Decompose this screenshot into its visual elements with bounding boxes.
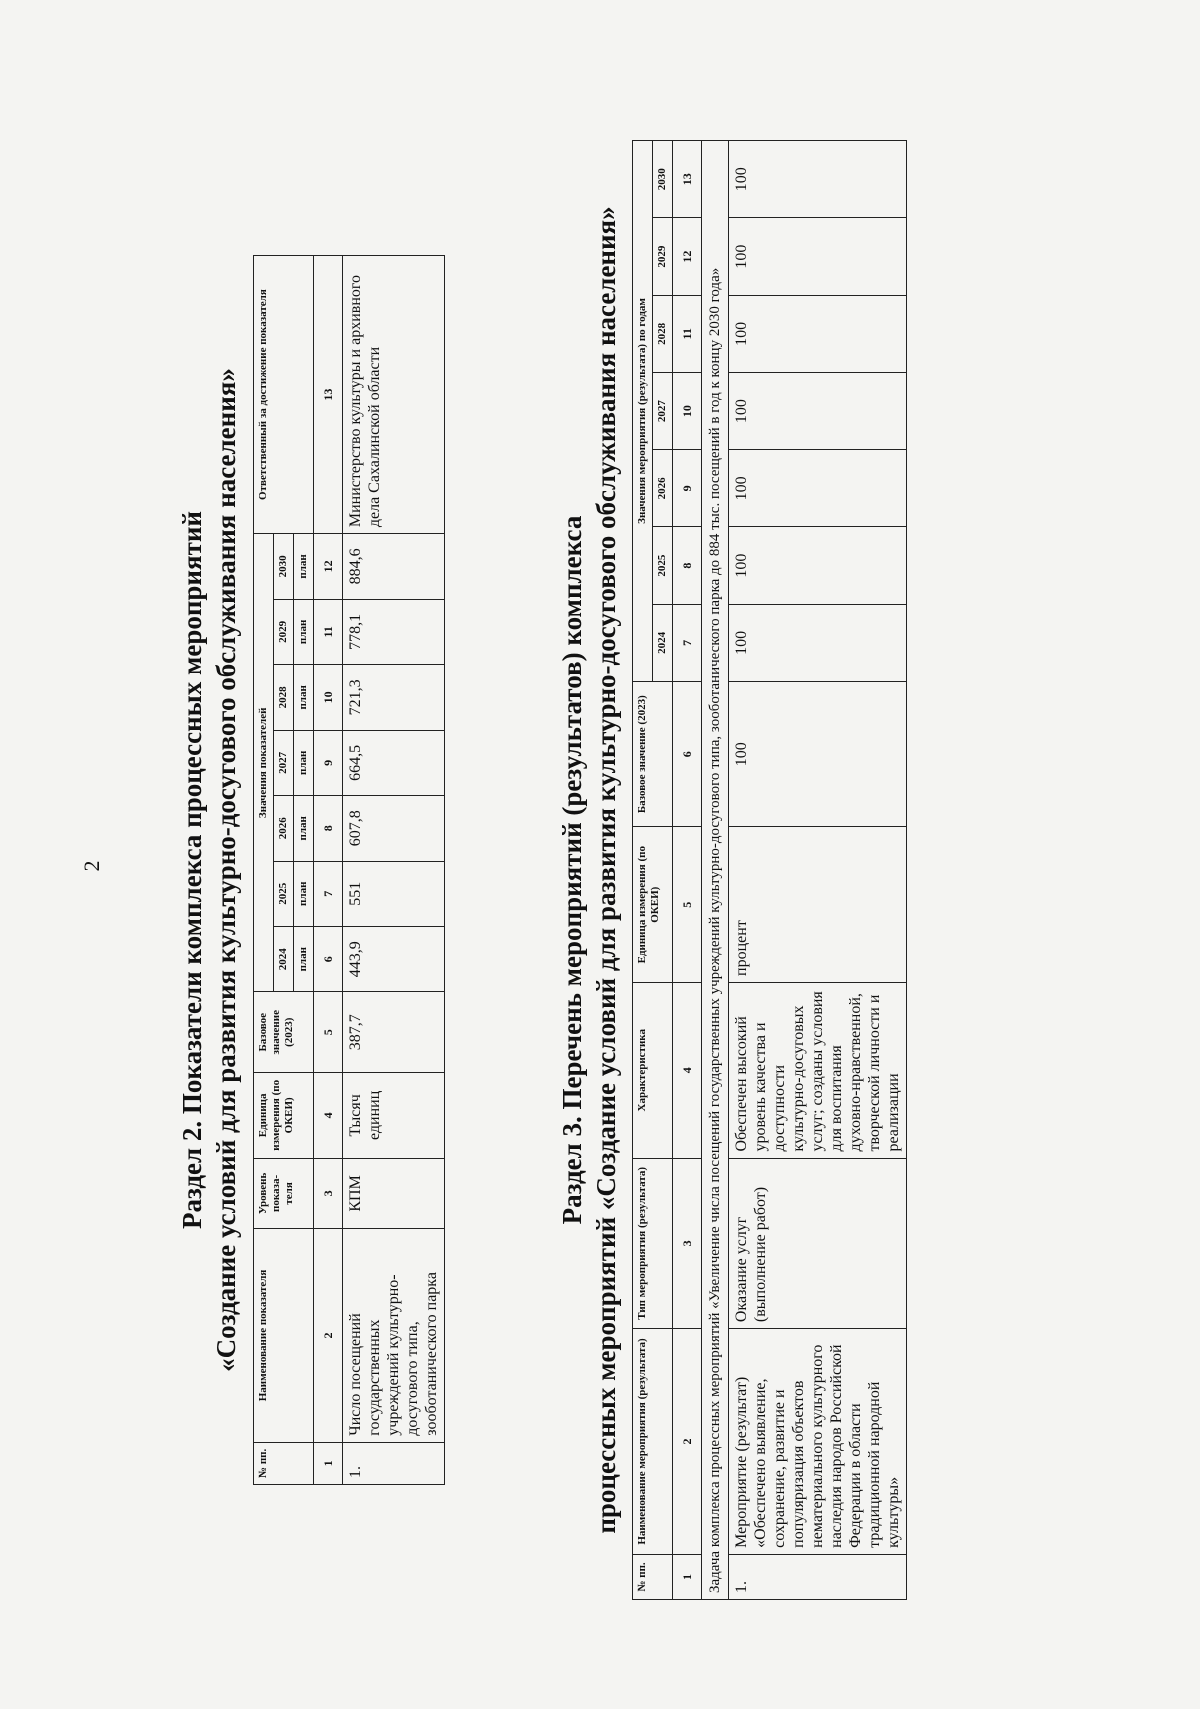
plan-label: план <box>294 730 314 795</box>
value-2030: 884,6 <box>343 534 445 599</box>
value-2029: 778,1 <box>343 599 445 664</box>
header-name: Наименование показателя <box>254 1229 314 1443</box>
header-name: Наименование мероприятия (результата) <box>633 1329 673 1555</box>
header-values: Значения показателей <box>254 534 274 992</box>
header-characteristic: Характеристика <box>633 982 673 1158</box>
col-number: 8 <box>673 527 702 604</box>
section2-indicators-table <box>253 255 445 1485</box>
plan-label: план <box>294 926 314 991</box>
value-2027: 100 <box>729 372 907 449</box>
col-number: 6 <box>673 681 702 826</box>
col-number: 3 <box>673 1158 702 1329</box>
section3-title <box>555 100 623 1640</box>
col-number: 1 <box>673 1554 702 1599</box>
value-2025: 100 <box>729 527 907 604</box>
indicator-level: КПМ <box>343 1158 445 1229</box>
section3-title-line2: процессных мероприятий «Создание условий для развития культурно-досугового обслуживания населения» <box>591 206 621 1534</box>
col-number: 9 <box>673 450 702 527</box>
col-number: 7 <box>314 861 343 926</box>
plan-label: план <box>294 861 314 926</box>
col-number: 2 <box>673 1329 702 1555</box>
header-base: Базовое значение (2023) <box>633 681 673 826</box>
row-num: 1. <box>343 1442 445 1484</box>
header-level: Уровень показа-теля <box>254 1158 314 1229</box>
section3-measures-table <box>632 140 907 1600</box>
year-2025: 2025 <box>274 861 294 926</box>
col-number: 4 <box>673 982 702 1158</box>
header-unit: Единица измерения (по ОКЕИ) <box>254 1073 314 1159</box>
plan-label: план <box>294 599 314 664</box>
table-row <box>729 141 907 1600</box>
value-2025: 551 <box>343 861 445 926</box>
task-row <box>702 141 729 1600</box>
year-2029: 2029 <box>274 599 294 664</box>
row-num: 1. <box>729 1554 907 1599</box>
col-number: 3 <box>314 1158 343 1229</box>
col-number: 10 <box>314 665 343 730</box>
plan-label: план <box>294 796 314 861</box>
col-number: 12 <box>314 534 343 599</box>
header-num: № пп. <box>254 1442 314 1484</box>
section2-title <box>175 100 243 1640</box>
section2-title-line1: Раздел 2. Показатели комплекса процессных мероприятий <box>177 511 207 1229</box>
col-number: 4 <box>314 1073 343 1159</box>
indicator-name: Число посещений государственных учреждений культурно-досугового типа, зооботанического парка <box>343 1229 445 1443</box>
col-number: 7 <box>673 604 702 681</box>
col-number: 9 <box>314 730 343 795</box>
header-num: № пп. <box>633 1554 673 1599</box>
measure-type: Оказание услуг (выполнение работ) <box>729 1158 907 1329</box>
value-2024: 443,9 <box>343 926 445 991</box>
header-unit: Единица измерения (по ОКЕИ) <box>633 827 673 983</box>
year-2027: 2027 <box>274 730 294 795</box>
year-2025: 2025 <box>653 527 673 604</box>
measure-characteristic: Обеспечен высокий уровень качества и доступности культурно-досуговых услуг; созданы условия для воспитания духовно-нравственной, творческой личности и реализации <box>729 982 907 1158</box>
col-number: 11 <box>314 599 343 664</box>
col-number: 13 <box>673 141 702 218</box>
col-number: 5 <box>673 827 702 983</box>
column-number-row <box>673 141 702 1600</box>
column-number-row <box>314 256 343 1485</box>
indicator-base: 387,7 <box>343 992 445 1073</box>
responsible: Министерство культуры и архивного дела Сахалинской области <box>343 256 445 534</box>
col-number: 6 <box>314 926 343 991</box>
task-text: Задача комплекса процессных мероприятий «Увеличение числа посещений государственных учреждений культурно-досугового типа, зооботанического парка до 884 тыс. посещений в год к концу 2030 года» <box>702 141 729 1600</box>
col-number: 12 <box>673 218 702 295</box>
plan-label: план <box>294 534 314 599</box>
measure-base: 100 <box>729 681 907 826</box>
year-2028: 2028 <box>274 665 294 730</box>
col-number: 13 <box>314 256 343 534</box>
col-number: 5 <box>314 992 343 1073</box>
value-2029: 100 <box>729 218 907 295</box>
rotated-page-content <box>160 100 1200 1640</box>
year-2029: 2029 <box>653 218 673 295</box>
header-type: Тип мероприятия (результата) <box>633 1158 673 1329</box>
value-2026: 607,8 <box>343 796 445 861</box>
section3-title-line1: Раздел 3. Перечень мероприятий (результатов) комплекса <box>557 515 587 1225</box>
section2-title-line2: «Создание условий для развития культурно-досугового обслуживания населения» <box>211 368 241 1372</box>
value-2030: 100 <box>729 141 907 218</box>
header-responsible: Ответственный за достижение показателя <box>254 256 314 534</box>
year-2030: 2030 <box>274 534 294 599</box>
measure-name: Мероприятие (результат) «Обеспечено выявление, сохранение, развитие и популяризация объектов нематериального культурного наследия народов Российской Федерации в области традиционной народной культуры» <box>729 1329 907 1555</box>
year-2026: 2026 <box>653 450 673 527</box>
year-2024: 2024 <box>653 604 673 681</box>
col-number: 2 <box>314 1229 343 1443</box>
value-2026: 100 <box>729 450 907 527</box>
value-2028: 100 <box>729 295 907 372</box>
year-2028: 2028 <box>653 295 673 372</box>
col-number: 10 <box>673 372 702 449</box>
col-number: 1 <box>314 1442 343 1484</box>
header-values: Значения мероприятия (результата) по годам <box>633 141 653 682</box>
year-2027: 2027 <box>653 372 673 449</box>
value-2024: 100 <box>729 604 907 681</box>
indicator-unit: Тысяч единиц <box>343 1073 445 1159</box>
value-2027: 664,5 <box>343 730 445 795</box>
table-row <box>343 256 445 1485</box>
page-number: 2 <box>79 860 104 872</box>
col-number: 11 <box>673 295 702 372</box>
header-base: Базовое значение (2023) <box>254 992 314 1073</box>
year-2026: 2026 <box>274 796 294 861</box>
year-2030: 2030 <box>653 141 673 218</box>
value-2028: 721,3 <box>343 665 445 730</box>
measure-unit: процент <box>729 827 907 983</box>
col-number: 8 <box>314 796 343 861</box>
year-2024: 2024 <box>274 926 294 991</box>
plan-label: план <box>294 665 314 730</box>
